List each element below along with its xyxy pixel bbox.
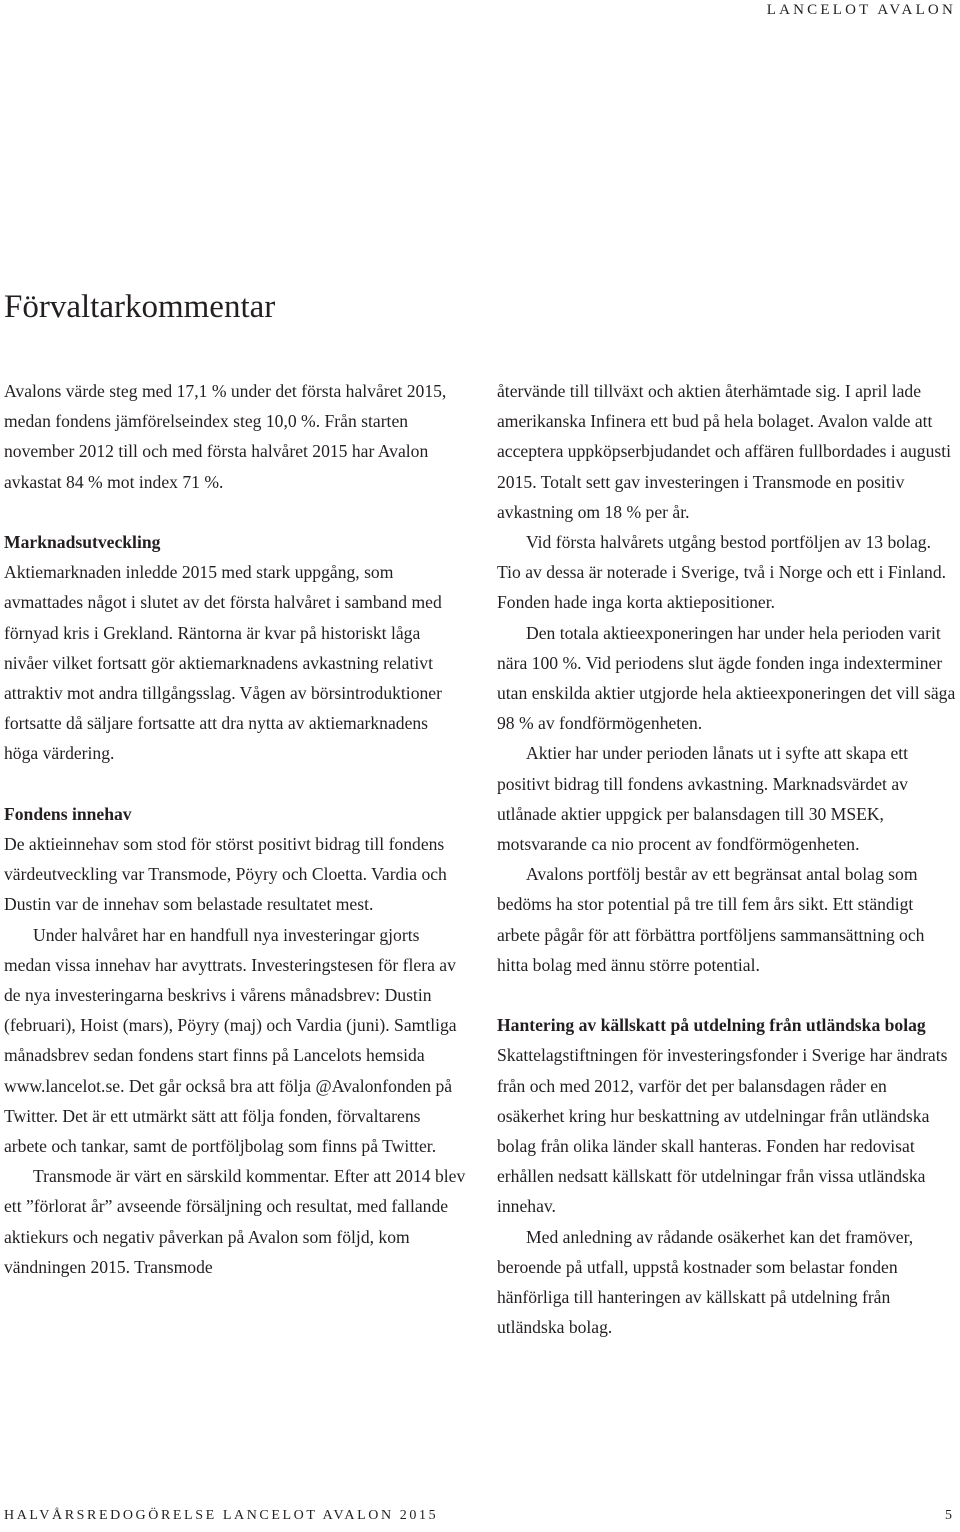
fondens-innehav-paragraph-2: Under halvåret har en handfull nya investeringar gjorts medan vissa innehav har avyttrats. Investeringstesen för flera av de nya investeringarna beskrivs i vårens månadsbrev: Dustin (februari), Hoist (mars), Pöyry (maj) och Vardia (juni). Samtliga månadsbrev sedan fondens start finns på Lancelots hemsida www.lancelot.se. Det går också bra att följa @Avalonfonden på Twitter. Det är ett utmärkt sätt att följa fonden, förvaltarens arbete och tankar, samt de portföljbolag som finns på Twitter.: [4, 924, 457, 1157]
section-heading-fondens-innehav: Fondens innehav: [4, 803, 132, 824]
portfolio-paragraph: Vid första halvårets utgång bestod portföljen av 13 bolag. Tio av dessa är noterade i Sverige, två i Norge och ett i Finland. Fonden hade inga korta aktiepositioner.: [497, 532, 947, 613]
exposure-paragraph: Den totala aktieexponeringen har under hela perioden varit nära 100 %. Vid periodens slut ägde fonden inga indexterminer utan enskilda aktier utgjorde hela aktieexponeringen det vill säga 98 % av fondförmögenheten.: [497, 622, 956, 734]
securities-lending-paragraph: Aktier har under perioden lånats ut i syfte att skapa ett positivt bidrag till fondens avkastning. Marknadsvärdet av utlånade aktier uppgick per balansdagen till 30 MSEK, motsvarande ca nio procent av fondförmögenheten.: [497, 743, 909, 855]
left-column: [4, 376, 466, 1282]
footer-publication-title: HALVÅRSREDOGÖRELSE LANCELOT AVALON 2015: [4, 1508, 439, 1523]
section-heading-kallskatt: Hantering av källskatt på utdelning från utländska bolag: [497, 1015, 926, 1036]
kallskatt-paragraph-2: Med anledning av rådande osäkerhet kan det framöver, beroende på utfall, uppstå kostnader som belastar fonden hänförliga till hanteringen av källskatt på utdelning från utländska bolag.: [497, 1226, 914, 1338]
page-footer: [4, 1508, 952, 1524]
section-heading-marknadsutveckling: Marknadsutveckling: [4, 532, 161, 552]
marknadsutveckling-paragraph: Aktiemarknaden inledde 2015 med stark uppgång, som avmattades något i slutet av det första halvåret i samband med förnyad kris i Grekland. Räntorna är kvar på historiskt låga nivåer vilket fortsatt gör aktiemarknadens avkastning relativt attraktiv mot andra tillgångsslag. Vågen av börsintroduktioner fortsatte då säljare fortsatte att dra nytta av aktiemarknadens höga värdering.: [4, 562, 442, 764]
right-column: [497, 376, 957, 1342]
page-number: 5: [945, 1508, 952, 1523]
fondens-innehav-paragraph-3: Transmode är värt en särskild kommentar. Efter att 2014 blev ett ”förlorat år” avseende försäljning och resultat, med fallande aktiekurs och negativ påverkan på Avalon som följd, kom vändningen 2015. Transmode: [4, 1166, 466, 1277]
kallskatt-paragraph-1: Skattelagstiftningen för investeringsfonder i Sverige har ändrats från och med 2012, varför det per balansdagen råder en osäkerhet kring hur beskattning av utdelningar från utländska bolag från olika länder skall hanteras. Fonden har redovisat erhållen nedsatt källskatt för utdelningar från vissa utländska innehav.: [497, 1045, 948, 1217]
transmode-continuation-paragraph: återvände till tillväxt och aktien återhämtade sig. I april lade amerikanska Infinera ett bud på hela bolaget. Avalon valde att acceptera uppköpserbjudandet och affären fullbordades i augusti 2015. Totalt sett gav investeringen i Transmode en positiv avkastning om 18 % per år.: [497, 381, 952, 522]
fondens-innehav-paragraph-1: De aktieinnehav som stod för störst positivt bidrag till fondens värdeutveckling var Transmode, Pöyry och Cloetta. Vardia och Dustin var de innehav som belastade resultatet mest.: [4, 834, 447, 915]
page-title: Förvaltarkommentar: [4, 289, 276, 325]
running-header: LANCELOT AVALON: [766, 2, 956, 18]
portfolio-composition-paragraph: Avalons portfölj består av ett begränsat antal bolag som bedöms ha stor potential på tre till fem års sikt. Ett ständigt arbete pågår för att förbättra portföljens sammansättning och hitta bolag med ännu större potential.: [497, 864, 925, 975]
intro-paragraph: Avalons värde steg med 17,1 % under det första halvåret 2015, medan fondens jämförelseindex steg 10,0 %. Från starten november 2012 till och med första halvåret 2015 har Avalon avkastat 84 % mot index 71 %.: [4, 381, 447, 492]
